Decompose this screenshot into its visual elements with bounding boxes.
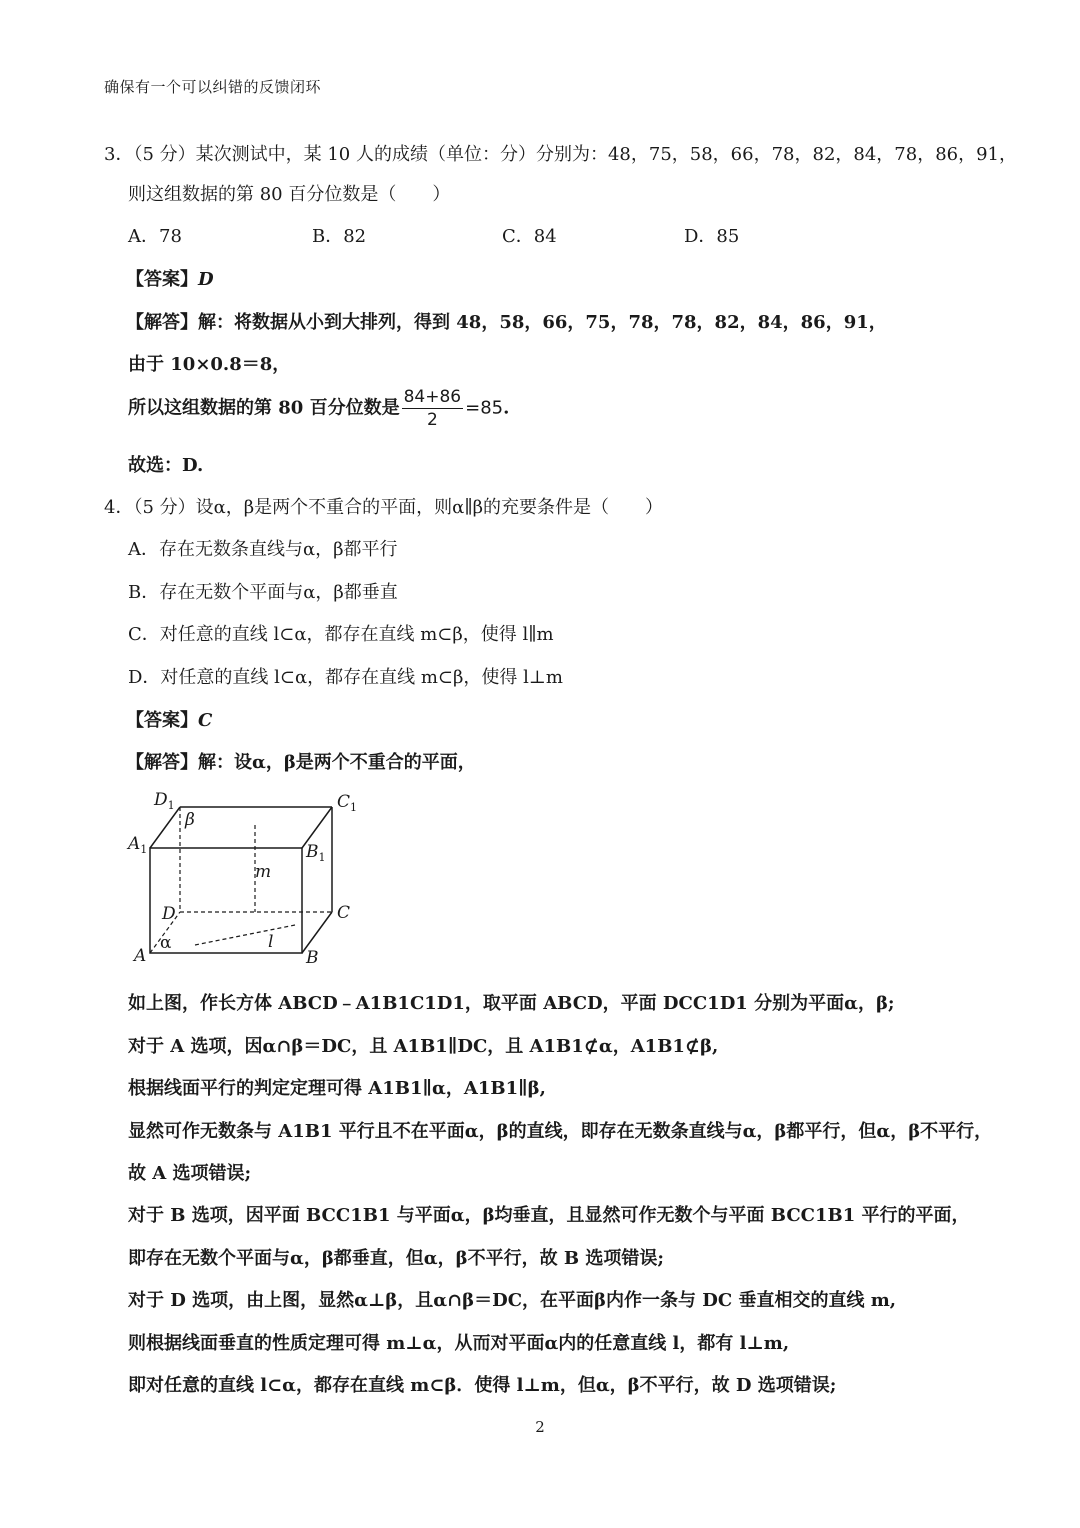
- q3-solution-line3: [128, 386, 509, 431]
- q4-solution-line-1: 如上图，作长方体 ABCD﹣A1B1C1D1，取平面 ABCD，平面 DCC1D1 分别为平面α，β;: [128, 993, 895, 1014]
- q3-stem-line2: 则这组数据的第 80 百分位数是（ ）: [128, 184, 451, 205]
- q4-answer-value: C: [198, 710, 213, 731]
- q4-solution-line-2: 对于 A 选项，因α∩β＝DC，且 A1B1∥DC，且 A1B1⊄α，A1B1⊄β,: [128, 1036, 719, 1057]
- q3-fraction-result: =85: [465, 397, 504, 419]
- q4-solution-line-10: 即对任意的直线 l⊂α，都存在直线 m⊂β．使得 l⊥m，但α，β不平行，故 D 选项错误;: [128, 1375, 837, 1396]
- q3-solution-line2: 由于 10×0.8＝8，: [128, 354, 291, 375]
- q3-answer: [126, 265, 214, 291]
- page-header: 确保有一个可以纠错的反馈闭环: [104, 78, 322, 96]
- q3-fraction: [402, 386, 464, 431]
- q3-stem-line1: 3．（5 分）某次测试中，某 10 人的成绩（单位：分）分别为：48，75，58，66，78，82，84，78，86，91，: [104, 144, 1018, 165]
- label-m: m: [255, 862, 272, 882]
- label-beta: β: [185, 810, 195, 830]
- q3-answer-value: D: [198, 269, 214, 290]
- label-a1: $A_1$: [128, 834, 148, 856]
- page-number: 2: [535, 1418, 545, 1436]
- q3-solution-text1: 解：将数据从小到大排列，得到 48，58，66，75，78，78，82，84，86，91，: [198, 312, 887, 333]
- q4-solution-first-text: 解：设α，β是两个不重合的平面，: [198, 752, 476, 773]
- q4-option-a: A．存在无数条直线与α，β都平行: [128, 539, 398, 560]
- q3-options: [128, 222, 928, 250]
- q3-option-c: C．84: [502, 226, 557, 247]
- q4-answer: [126, 706, 212, 732]
- q3-fraction-denominator: 2: [426, 410, 438, 430]
- q4-option-c: C．对任意的直线 l⊂α，都存在直线 m⊂β，使得 l∥m: [128, 624, 554, 645]
- cuboid-clean: [120, 785, 380, 975]
- q3-fraction-period: .: [503, 397, 510, 419]
- q4-option-b: B．存在无数个平面与α，β都垂直: [128, 582, 398, 603]
- q4-solution-label: 【解答】: [126, 752, 198, 773]
- q4-solution-line-5: 故 A 选项错误;: [128, 1163, 252, 1184]
- q4-solution-line-6: 对于 B 选项，因平面 BCC1B1 与平面α，β均垂直，且显然可作无数个与平面 BCC1B1 平行的平面，: [128, 1205, 970, 1226]
- label-l: l: [268, 932, 274, 952]
- q4-option-d: D．对任意的直线 l⊂α，都存在直线 m⊂β，使得 l⊥m: [128, 667, 563, 688]
- q4-stem: 4．（5 分）设α，β是两个不重合的平面，则α∥β的充要条件是（ ）: [104, 497, 664, 518]
- q4-solution-line-9: 则根据线面垂直的性质定理可得 m⊥α，从而对平面α内的任意直线 l，都有 l⊥m,: [128, 1333, 790, 1354]
- label-b: B: [306, 948, 319, 968]
- q3-solution-label: 【解答】: [126, 312, 198, 333]
- q3-solution-line4: 故选：D.: [128, 455, 204, 476]
- q4-solution-line-8: 对于 D 选项，由上图，显然α⊥β，且α∩β＝DC，在平面β内作一条与 DC 垂直相交的直线 m,: [128, 1290, 897, 1311]
- q3-option-d: D．85: [684, 226, 740, 247]
- label-d: D: [162, 904, 176, 924]
- label-a: A: [134, 946, 147, 966]
- label-c1: $C_1$: [337, 792, 358, 814]
- q3-fraction-numerator: 84+86: [403, 387, 462, 407]
- label-c: C: [337, 903, 351, 923]
- q3-option-a: A．78: [128, 226, 182, 247]
- q3-solution-text3: 所以这组数据的第 80 百分位数是: [128, 397, 400, 419]
- label-b1: $B_1$: [306, 842, 326, 864]
- q3-option-b: B．82: [312, 226, 367, 247]
- q3-solution-line1: [126, 308, 887, 334]
- q4-solution-first: [126, 748, 476, 774]
- q4-answer-label: 【答案】: [126, 710, 198, 731]
- label-alpha: α: [160, 933, 172, 953]
- q3-answer-label: 【答案】: [126, 269, 198, 290]
- q4-solution-line-4: 显然可作无数条与 A1B1 平行且不在平面α，β的直线，即存在无数条直线与α，β都平行，但α，β不平行，: [128, 1121, 993, 1142]
- q4-solution-line-7: 即存在无数个平面与α，β都垂直，但α，β不平行，故 B 选项错误;: [128, 1248, 664, 1269]
- label-d1: $D_1$: [154, 790, 175, 812]
- q4-solution-line-3: 根据线面平行的判定定理可得 A1B1∥α，A1B1∥β,: [128, 1078, 546, 1099]
